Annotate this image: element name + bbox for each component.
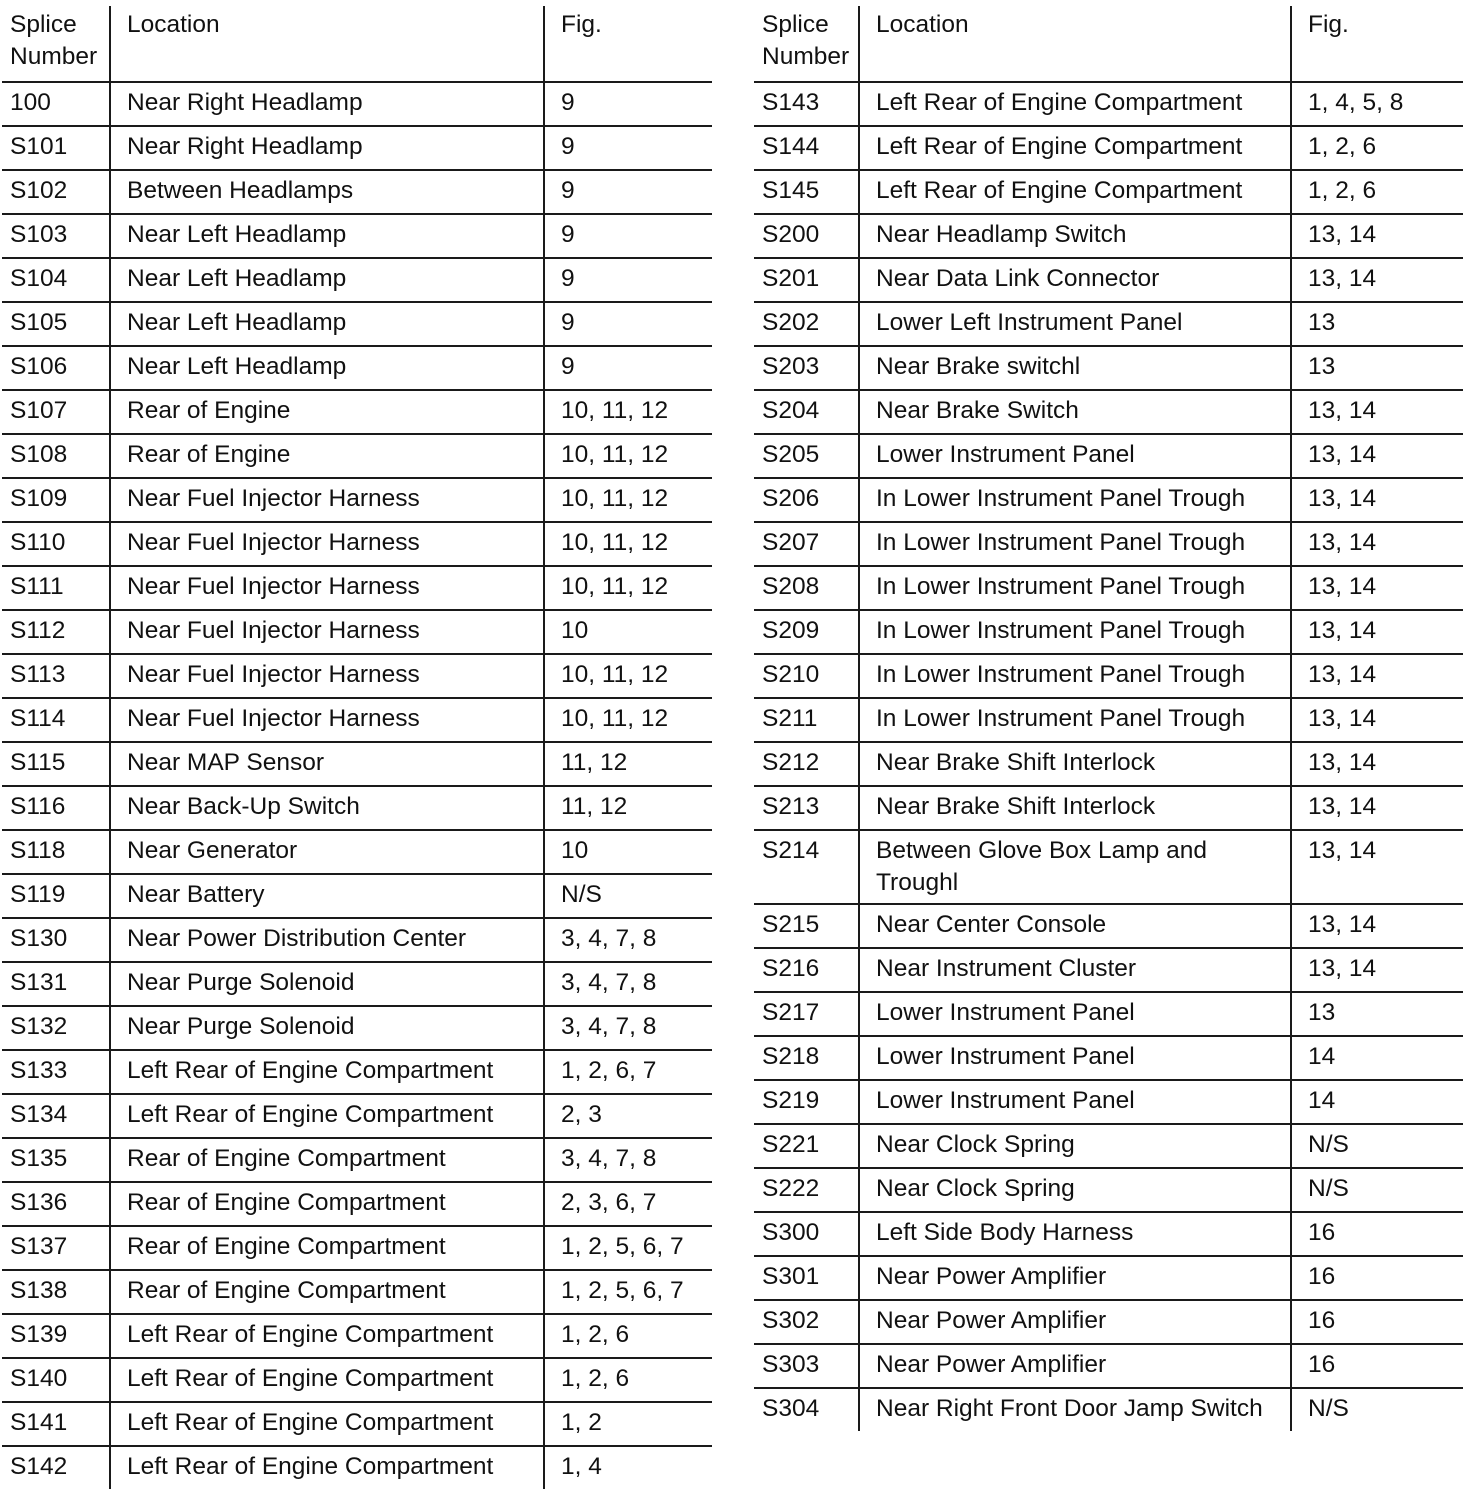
fig-cell: 13, 14 xyxy=(1291,904,1463,948)
fig-cell: 1, 4, 5, 8 xyxy=(1291,82,1463,126)
fig-header: Fig. xyxy=(1291,6,1463,82)
location-cell: Left Rear of Engine Compartment xyxy=(859,170,1291,214)
splice-number-cell: S211 xyxy=(754,698,859,742)
location-cell: Rear of Engine Compartment xyxy=(110,1270,544,1314)
fig-cell: 13, 14 xyxy=(1291,610,1463,654)
fig-cell: 9 xyxy=(544,82,712,126)
fig-cell: 13, 14 xyxy=(1291,830,1463,904)
location-header: Location xyxy=(110,6,544,82)
table-row xyxy=(2,126,712,170)
fig-cell: 10, 11, 12 xyxy=(544,698,712,742)
table-row xyxy=(2,1314,712,1358)
table-row xyxy=(754,610,1463,654)
table-row xyxy=(754,742,1463,786)
splice-number-cell: S106 xyxy=(2,346,110,390)
table-row xyxy=(2,742,712,786)
splice-number-cell: S131 xyxy=(2,962,110,1006)
fig-cell: 1, 2, 6 xyxy=(544,1358,712,1402)
splice-number-cell: S135 xyxy=(2,1138,110,1182)
fig-cell: 10, 11, 12 xyxy=(544,522,712,566)
fig-cell: 10, 11, 12 xyxy=(544,478,712,522)
location-cell: Near Clock Spring xyxy=(859,1168,1291,1212)
table-row xyxy=(2,346,712,390)
fig-cell: 1, 4 xyxy=(544,1446,712,1489)
fig-cell: 9 xyxy=(544,258,712,302)
right-table-body xyxy=(754,82,1463,1431)
location-cell: Near Purge Solenoid xyxy=(110,1006,544,1050)
splice-number-cell: S102 xyxy=(2,170,110,214)
location-cell: Near Fuel Injector Harness xyxy=(110,522,544,566)
location-cell: In Lower Instrument Panel Trough xyxy=(859,654,1291,698)
splice-table-right xyxy=(754,6,1463,1431)
fig-cell: 13, 14 xyxy=(1291,258,1463,302)
fig-cell: 13, 14 xyxy=(1291,390,1463,434)
location-cell: In Lower Instrument Panel Trough xyxy=(859,698,1291,742)
location-cell: Near Brake switchl xyxy=(859,346,1291,390)
table-row xyxy=(754,214,1463,258)
table-row xyxy=(754,1300,1463,1344)
table-row xyxy=(2,1050,712,1094)
table-row xyxy=(2,1182,712,1226)
splice-number-cell: S109 xyxy=(2,478,110,522)
splice-number-cell: S210 xyxy=(754,654,859,698)
table-row xyxy=(754,1124,1463,1168)
location-cell: Near Right Headlamp xyxy=(110,126,544,170)
table-row xyxy=(754,390,1463,434)
table-row xyxy=(2,654,712,698)
fig-cell: 13, 14 xyxy=(1291,654,1463,698)
fig-cell: 13, 14 xyxy=(1291,948,1463,992)
location-cell: Near Back-Up Switch xyxy=(110,786,544,830)
fig-cell: N/S xyxy=(1291,1388,1463,1431)
location-cell: Lower Instrument Panel xyxy=(859,434,1291,478)
fig-cell: 10, 11, 12 xyxy=(544,434,712,478)
table-row xyxy=(2,478,712,522)
table-row xyxy=(2,434,712,478)
table-row xyxy=(754,346,1463,390)
splice-number-cell: S111 xyxy=(2,566,110,610)
table-row xyxy=(754,830,1463,904)
splice-number-header: Splice Number xyxy=(2,6,110,82)
table-row xyxy=(754,948,1463,992)
table-row xyxy=(2,1138,712,1182)
fig-cell: 9 xyxy=(544,214,712,258)
table-row xyxy=(754,258,1463,302)
location-cell: Left Rear of Engine Compartment xyxy=(110,1358,544,1402)
table-row xyxy=(754,654,1463,698)
location-cell: Left Rear of Engine Compartment xyxy=(859,82,1291,126)
location-cell: Left Rear of Engine Compartment xyxy=(859,126,1291,170)
fig-cell: 13 xyxy=(1291,302,1463,346)
location-cell: Lower Left Instrument Panel xyxy=(859,302,1291,346)
table-row xyxy=(754,1080,1463,1124)
location-cell: Near Generator xyxy=(110,830,544,874)
location-cell: Near Right Headlamp xyxy=(110,82,544,126)
fig-cell: 13, 14 xyxy=(1291,522,1463,566)
table-row xyxy=(754,82,1463,126)
table-row xyxy=(754,1344,1463,1388)
splice-number-cell: S116 xyxy=(2,786,110,830)
table-row xyxy=(2,390,712,434)
table-row xyxy=(2,1446,712,1489)
fig-cell: 16 xyxy=(1291,1344,1463,1388)
splice-number-cell: S204 xyxy=(754,390,859,434)
location-cell: Between Glove Box Lamp and Troughl xyxy=(859,830,1291,904)
splice-number-cell: S137 xyxy=(2,1226,110,1270)
fig-cell: 13, 14 xyxy=(1291,786,1463,830)
table-row xyxy=(754,698,1463,742)
fig-cell: 3, 4, 7, 8 xyxy=(544,1006,712,1050)
fig-cell: 1, 2, 6 xyxy=(1291,126,1463,170)
table-row xyxy=(2,258,712,302)
fig-cell: 9 xyxy=(544,126,712,170)
table-row xyxy=(754,1388,1463,1431)
location-cell: In Lower Instrument Panel Trough xyxy=(859,566,1291,610)
location-cell: Rear of Engine xyxy=(110,434,544,478)
splice-number-cell: S300 xyxy=(754,1212,859,1256)
location-cell: Between Headlamps xyxy=(110,170,544,214)
fig-cell: 1, 2, 6, 7 xyxy=(544,1050,712,1094)
location-cell: Rear of Engine Compartment xyxy=(110,1182,544,1226)
location-cell: Near Power Amplifier xyxy=(859,1344,1291,1388)
table-row xyxy=(2,566,712,610)
table-row xyxy=(2,1358,712,1402)
table-row xyxy=(754,992,1463,1036)
location-cell: Near Brake Shift Interlock xyxy=(859,742,1291,786)
location-cell: Near Center Console xyxy=(859,904,1291,948)
fig-cell: 1, 2, 5, 6, 7 xyxy=(544,1270,712,1314)
splice-number-cell: S212 xyxy=(754,742,859,786)
fig-cell: 14 xyxy=(1291,1036,1463,1080)
location-cell: Near Fuel Injector Harness xyxy=(110,610,544,654)
splice-number-cell: S119 xyxy=(2,874,110,918)
fig-cell: 11, 12 xyxy=(544,786,712,830)
fig-cell: N/S xyxy=(1291,1124,1463,1168)
fig-cell: 10, 11, 12 xyxy=(544,390,712,434)
splice-number-header: Splice Number xyxy=(754,6,859,82)
splice-number-cell: S222 xyxy=(754,1168,859,1212)
table-row xyxy=(2,962,712,1006)
splice-number-cell: S216 xyxy=(754,948,859,992)
location-cell: Left Rear of Engine Compartment xyxy=(110,1314,544,1358)
splice-number-cell: S303 xyxy=(754,1344,859,1388)
location-cell: Near Left Headlamp xyxy=(110,302,544,346)
location-cell: Near Left Headlamp xyxy=(110,214,544,258)
fig-cell: 2, 3, 6, 7 xyxy=(544,1182,712,1226)
splice-number-cell: S138 xyxy=(2,1270,110,1314)
table-row xyxy=(2,1402,712,1446)
location-cell: Left Rear of Engine Compartment xyxy=(110,1050,544,1094)
table-row xyxy=(2,1006,712,1050)
table-row xyxy=(2,874,712,918)
fig-cell: 3, 4, 7, 8 xyxy=(544,918,712,962)
table-row xyxy=(754,904,1463,948)
fig-cell: 9 xyxy=(544,346,712,390)
splice-number-cell: S113 xyxy=(2,654,110,698)
table-row xyxy=(2,82,712,126)
header-row xyxy=(754,6,1463,82)
splice-number-cell: S143 xyxy=(754,82,859,126)
fig-cell: 13 xyxy=(1291,346,1463,390)
table-row xyxy=(2,698,712,742)
splice-number-cell: S118 xyxy=(2,830,110,874)
fig-cell: 13, 14 xyxy=(1291,434,1463,478)
table-row xyxy=(2,170,712,214)
splice-number-cell: S209 xyxy=(754,610,859,654)
fig-cell: 1, 2, 5, 6, 7 xyxy=(544,1226,712,1270)
left-table-body xyxy=(2,82,712,1489)
location-cell: Near Right Front Door Jamp Switch xyxy=(859,1388,1291,1431)
location-cell: Rear of Engine Compartment xyxy=(110,1226,544,1270)
fig-cell: 13, 14 xyxy=(1291,478,1463,522)
fig-cell: N/S xyxy=(1291,1168,1463,1212)
location-cell: Near Fuel Injector Harness xyxy=(110,478,544,522)
header-row xyxy=(2,6,712,82)
table-row xyxy=(754,170,1463,214)
splice-number-cell: S205 xyxy=(754,434,859,478)
splice-number-cell: S219 xyxy=(754,1080,859,1124)
table-row xyxy=(754,478,1463,522)
splice-number-cell: S141 xyxy=(2,1402,110,1446)
table-row xyxy=(754,786,1463,830)
fig-cell: 14 xyxy=(1291,1080,1463,1124)
splice-number-cell: S215 xyxy=(754,904,859,948)
table-row xyxy=(2,830,712,874)
table-row xyxy=(754,126,1463,170)
location-cell: Near Headlamp Switch xyxy=(859,214,1291,258)
fig-cell: 16 xyxy=(1291,1300,1463,1344)
location-cell: Near Fuel Injector Harness xyxy=(110,698,544,742)
fig-cell: 9 xyxy=(544,170,712,214)
table-row xyxy=(2,918,712,962)
location-header: Location xyxy=(859,6,1291,82)
table-row xyxy=(2,522,712,566)
splice-number-cell: S112 xyxy=(2,610,110,654)
fig-cell: 10, 11, 12 xyxy=(544,566,712,610)
location-cell: Near Instrument Cluster xyxy=(859,948,1291,992)
splice-number-cell: S207 xyxy=(754,522,859,566)
fig-cell: 13, 14 xyxy=(1291,698,1463,742)
fig-cell: 9 xyxy=(544,302,712,346)
location-cell: Lower Instrument Panel xyxy=(859,1080,1291,1124)
fig-cell: 1, 2, 6 xyxy=(1291,170,1463,214)
splice-number-cell: S203 xyxy=(754,346,859,390)
location-cell: Near Left Headlamp xyxy=(110,258,544,302)
splice-number-cell: S101 xyxy=(2,126,110,170)
location-cell: In Lower Instrument Panel Trough xyxy=(859,522,1291,566)
fig-cell: N/S xyxy=(544,874,712,918)
location-cell: Rear of Engine Compartment xyxy=(110,1138,544,1182)
fig-cell: 16 xyxy=(1291,1212,1463,1256)
splice-number-cell: S114 xyxy=(2,698,110,742)
location-cell: In Lower Instrument Panel Trough xyxy=(859,610,1291,654)
location-cell: Near Power Distribution Center xyxy=(110,918,544,962)
splice-number-cell: S304 xyxy=(762,1395,820,1422)
table-row xyxy=(2,1270,712,1314)
location-cell: Lower Instrument Panel xyxy=(859,992,1291,1036)
splice-number-cell: S302 xyxy=(754,1300,859,1344)
splice-number-cell: S134 xyxy=(2,1094,110,1138)
fig-cell: 1, 2, 6 xyxy=(544,1314,712,1358)
fig-cell: 13, 14 xyxy=(1291,742,1463,786)
splice-number-cell: S201 xyxy=(754,258,859,302)
table-row xyxy=(754,1212,1463,1256)
location-cell: Lower Instrument Panel xyxy=(859,1036,1291,1080)
location-cell: Near Fuel Injector Harness xyxy=(110,566,544,610)
location-cell: Near Clock Spring xyxy=(859,1124,1291,1168)
fig-cell: 3, 4, 7, 8 xyxy=(544,1138,712,1182)
fig-header: Fig. xyxy=(544,6,712,82)
location-cell: Near Purge Solenoid xyxy=(110,962,544,1006)
splice-number-cell: S105 xyxy=(2,302,110,346)
splice-number-cell: S139 xyxy=(2,1314,110,1358)
location-cell: Near Data Link Connector xyxy=(859,258,1291,302)
location-cell: Near Fuel Injector Harness xyxy=(110,654,544,698)
table-row xyxy=(754,566,1463,610)
fig-cell: 13 xyxy=(1291,992,1463,1036)
splice-number-cell: S202 xyxy=(754,302,859,346)
splice-number-cell: S103 xyxy=(2,214,110,258)
location-cell: Near Power Amplifier xyxy=(859,1256,1291,1300)
splice-number-cell: S110 xyxy=(2,522,110,566)
location-cell: Left Rear of Engine Compartment xyxy=(110,1446,544,1489)
location-cell: In Lower Instrument Panel Trough xyxy=(859,478,1291,522)
splice-number-cell: S206 xyxy=(754,478,859,522)
splice-number-cell: S200 xyxy=(754,214,859,258)
fig-cell: 3, 4, 7, 8 xyxy=(544,962,712,1006)
table-row xyxy=(2,302,712,346)
table-row xyxy=(754,522,1463,566)
splice-number-cell: 100 xyxy=(2,82,110,126)
fig-cell: 2, 3 xyxy=(544,1094,712,1138)
table-row xyxy=(2,610,712,654)
splice-number-cell: S221 xyxy=(754,1124,859,1168)
location-cell: Left Side Body Harness xyxy=(859,1212,1291,1256)
splice-number-cell: S145 xyxy=(754,170,859,214)
location-cell: Near Brake Switch xyxy=(859,390,1291,434)
splice-number-cell: S133 xyxy=(2,1050,110,1094)
fig-cell: 10, 11, 12 xyxy=(544,654,712,698)
splice-number-cell: S208 xyxy=(754,566,859,610)
table-row xyxy=(754,1256,1463,1300)
location-cell: Left Rear of Engine Compartment xyxy=(110,1402,544,1446)
table-row xyxy=(754,1036,1463,1080)
splice-number-cell: S108 xyxy=(2,434,110,478)
splice-number-cell: S213 xyxy=(754,786,859,830)
location-cell: Left Rear of Engine Compartment xyxy=(110,1094,544,1138)
splice-number-cell: S107 xyxy=(2,390,110,434)
splice-number-cell: S301 xyxy=(754,1256,859,1300)
location-cell: Near Battery xyxy=(110,874,544,918)
splice-number-cell: S136 xyxy=(2,1182,110,1226)
table-row xyxy=(754,434,1463,478)
fig-cell: 10 xyxy=(544,610,712,654)
table-row xyxy=(754,1168,1463,1212)
location-cell: Near MAP Sensor xyxy=(110,742,544,786)
fig-cell: 10 xyxy=(544,830,712,874)
location-cell: Rear of Engine xyxy=(110,390,544,434)
location-cell: Near Power Amplifier xyxy=(859,1300,1291,1344)
splice-number-cell: S214 xyxy=(754,830,859,904)
fig-cell: 11, 12 xyxy=(544,742,712,786)
splice-number-cell: S130 xyxy=(2,918,110,962)
splice-table-left xyxy=(2,6,712,1489)
splice-number-cell: S104 xyxy=(2,258,110,302)
splice-number-cell: S218 xyxy=(754,1036,859,1080)
location-cell: Near Brake Shift Interlock xyxy=(859,786,1291,830)
fig-cell: 13, 14 xyxy=(1291,214,1463,258)
table-row xyxy=(2,1226,712,1270)
fig-cell: 16 xyxy=(1291,1256,1463,1300)
table-row xyxy=(2,786,712,830)
splice-number-cell: S115 xyxy=(2,742,110,786)
fig-cell: 13, 14 xyxy=(1291,566,1463,610)
table-row xyxy=(754,302,1463,346)
splice-number-cell: S217 xyxy=(754,992,859,1036)
splice-number-cell: S140 xyxy=(2,1358,110,1402)
splice-number-cell: S142 xyxy=(10,1453,68,1480)
splice-number-cell: S132 xyxy=(2,1006,110,1050)
location-cell: Near Left Headlamp xyxy=(110,346,544,390)
table-row xyxy=(2,1094,712,1138)
splice-number-cell: S144 xyxy=(754,126,859,170)
table-row xyxy=(2,214,712,258)
fig-cell: 1, 2 xyxy=(544,1402,712,1446)
